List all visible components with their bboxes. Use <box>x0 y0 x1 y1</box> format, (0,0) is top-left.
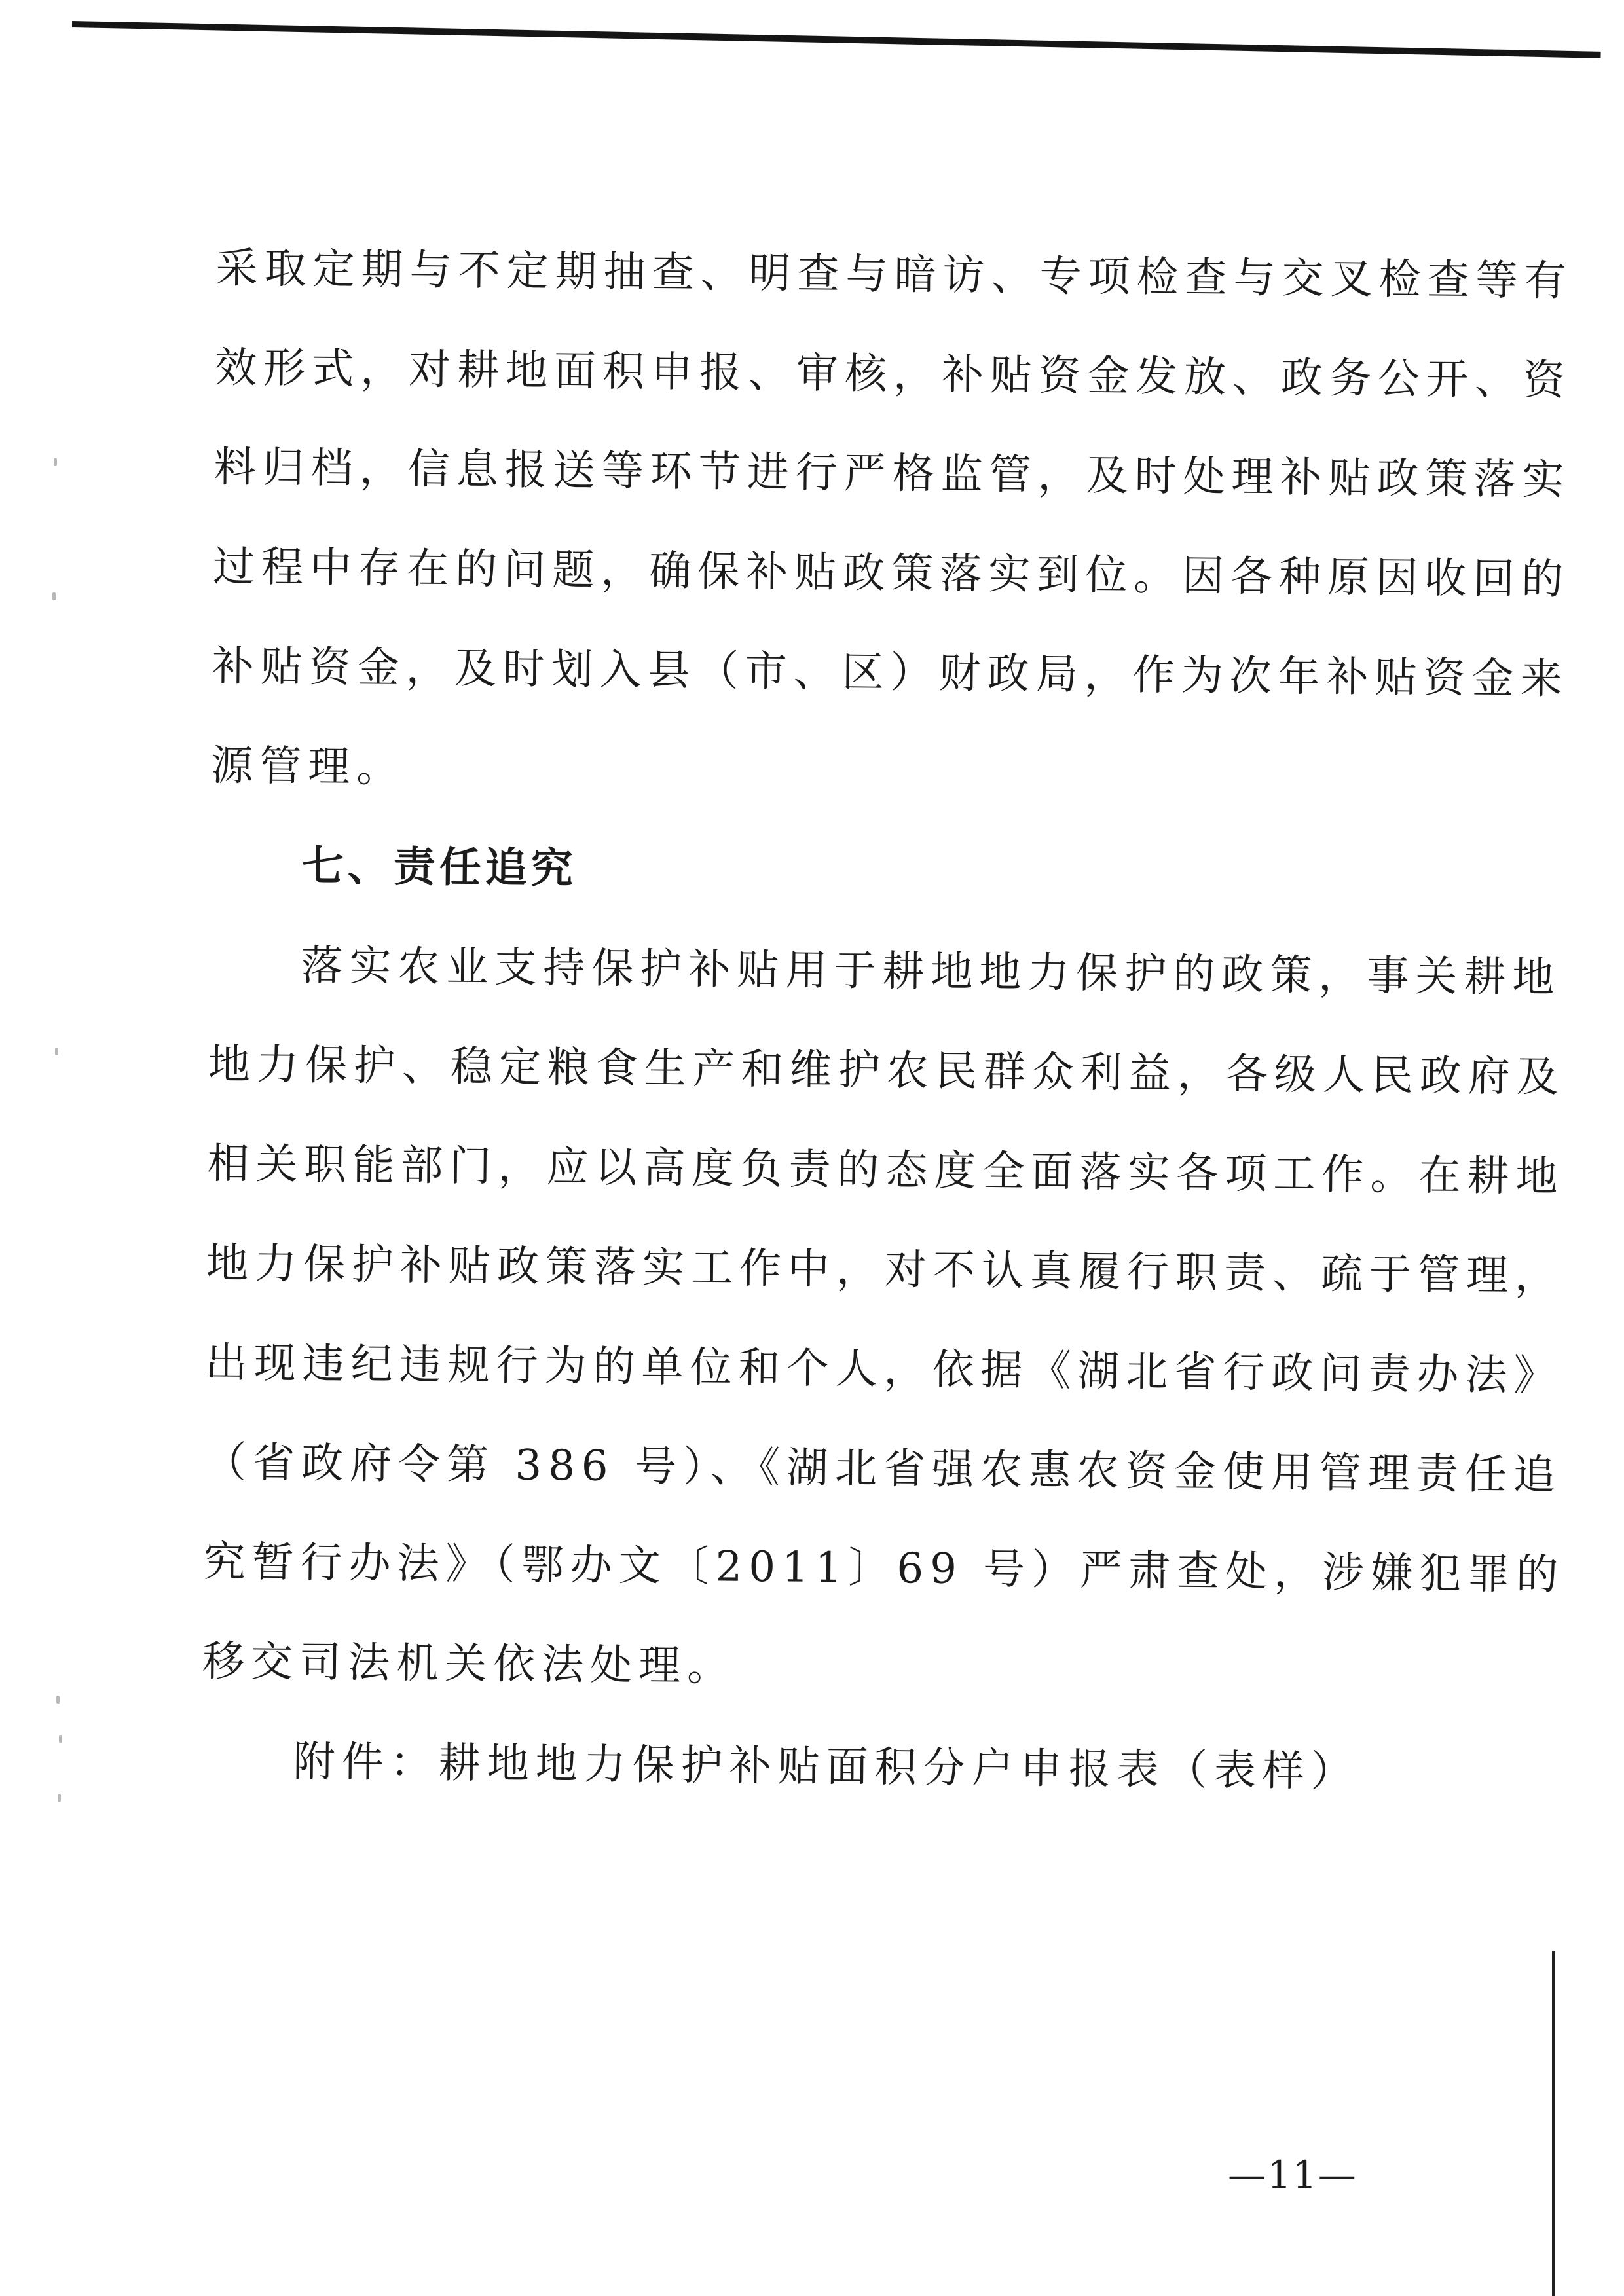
text-line: 料归档，信息报送等环节进行严格监管，及时处理补贴政策落实 <box>213 443 1571 505</box>
top-border-line <box>72 21 1601 58</box>
text-line: 采取定期与不定期抽查、明查与暗访、专项检查与交叉检查等有 <box>215 244 1573 306</box>
paragraph-accountability <box>202 939 1566 1747</box>
page-number: —11— <box>1228 2153 1357 2197</box>
right-margin-line <box>1552 1951 1555 2296</box>
paragraph-supervision <box>210 242 1573 851</box>
text-line: 相关职能部门，应以高度负责的态度全面落实各项工作。在耕地 <box>207 1139 1564 1201</box>
attachment-note: 附件：耕地地力保护补贴面积分户申报表（表样） <box>293 1738 1360 1796</box>
text-line: 地力保护、稳定粮食生产和维护农民群众利益，各级人民政府及 <box>208 1040 1566 1102</box>
scan-speck <box>58 1794 61 1802</box>
scan-speck <box>52 592 56 600</box>
scan-speck <box>59 1735 62 1743</box>
text-line: 补贴资金，及时划入县（市、区）财政局，作为次年补贴资金来 <box>212 642 1570 704</box>
scan-speck <box>54 458 57 466</box>
text-line: 地力保护补贴政策落实工作中，对不认真履行职责、疏于管理， <box>206 1239 1564 1301</box>
text-line: 源管理。 <box>210 741 405 792</box>
text-line: 移交司法机关依法处理。 <box>202 1637 736 1691</box>
text-line: 究暂行办法》（鄂办文〔2011〕69 号）严肃查处，涉嫌犯罪的 <box>203 1537 1565 1599</box>
scan-speck <box>56 1696 60 1704</box>
body-text <box>201 242 1573 1846</box>
text-line: （省政府令第 386 号）、《湖北省强农惠农资金使用管理责任追 <box>204 1438 1562 1500</box>
text-line: 过程中存在的问题，确保补贴政策落实到位。因各种原因收回的 <box>212 542 1570 604</box>
text-line: 落实农业支持保护补贴用于耕地地力保护的政策，事关耕地 <box>301 941 1561 1002</box>
scan-speck <box>55 1048 58 1055</box>
text-line: 效形式，对耕地面积申报、审核，补贴资金发放、政务公开、资 <box>214 343 1572 405</box>
text-line: 出现违纪违规行为的单位和个人，依据《湖北省行政问责办法》 <box>205 1338 1562 1400</box>
section-heading: 七、责任追究 <box>301 842 578 894</box>
